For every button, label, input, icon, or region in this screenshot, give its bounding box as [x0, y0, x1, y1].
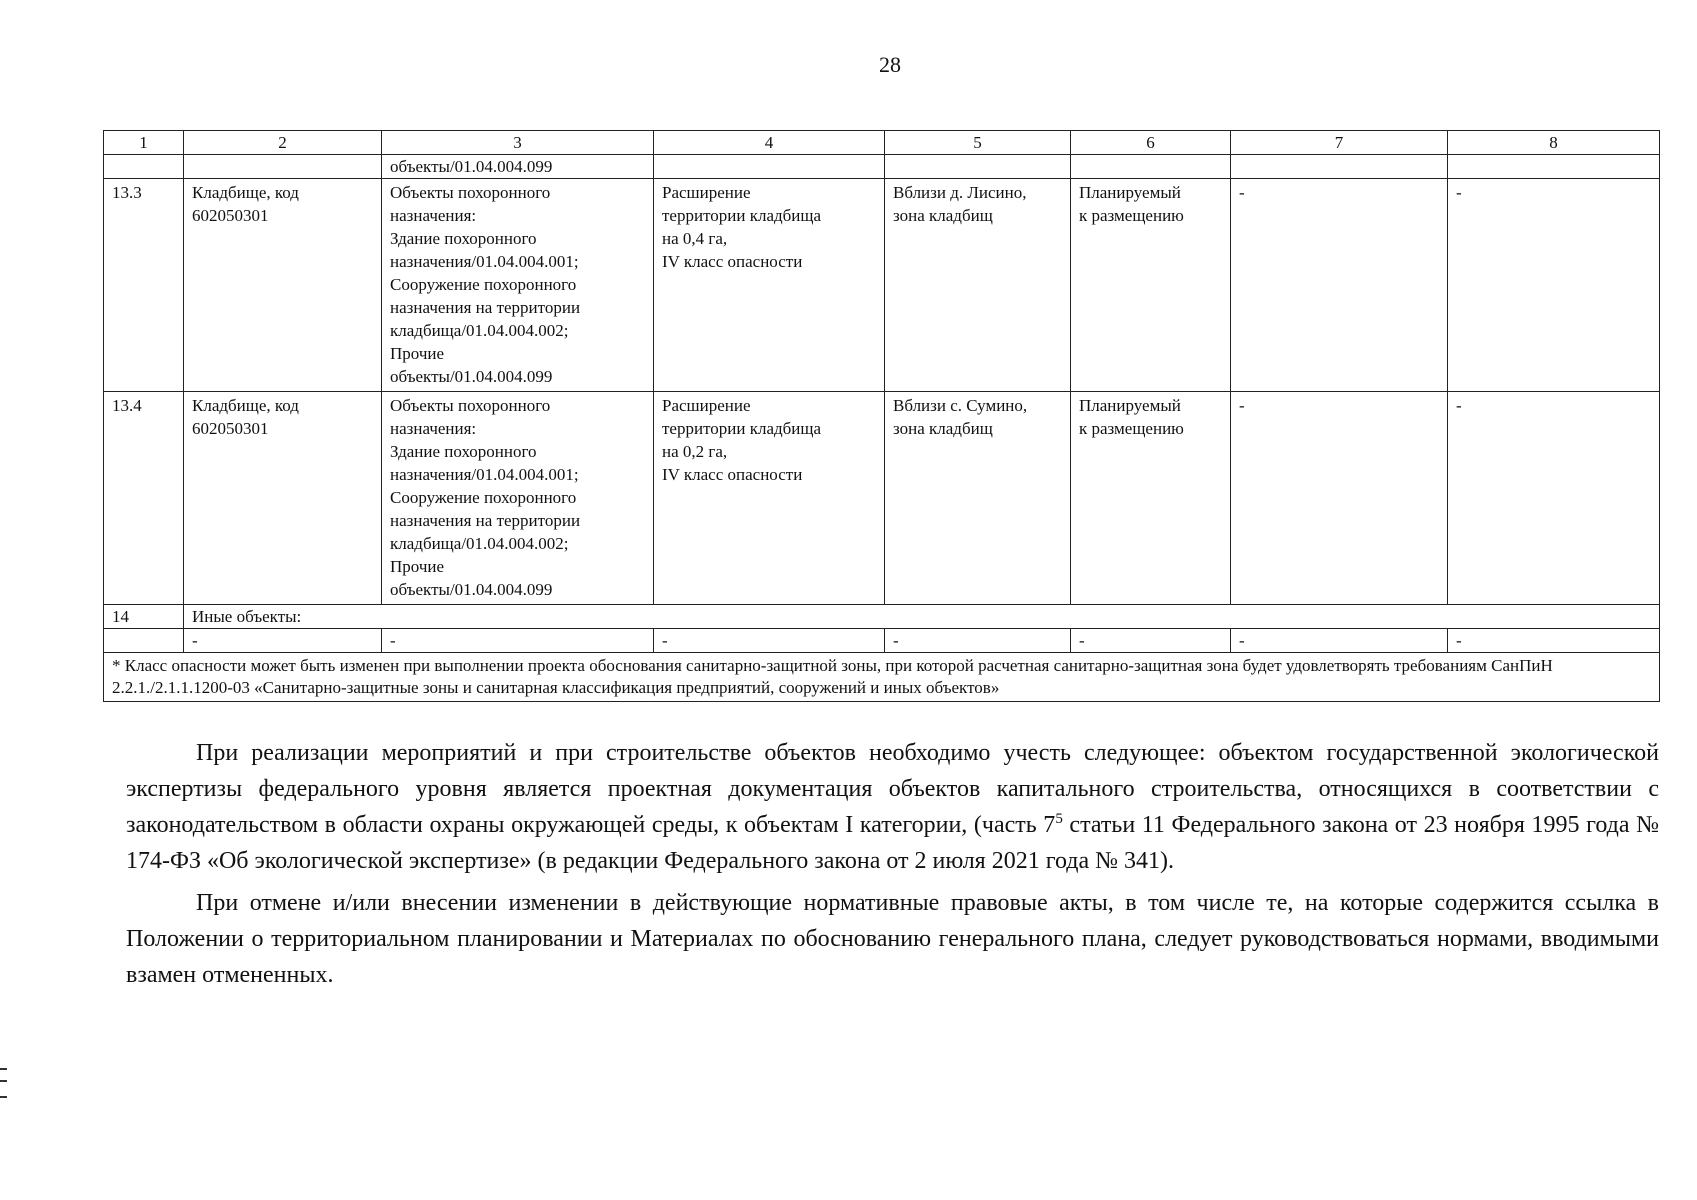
header-cell: 3	[382, 131, 654, 155]
cell-line: Объекты похоронного	[390, 396, 551, 415]
header-cell: 2	[184, 131, 382, 155]
cell-line: к размещению	[1079, 419, 1184, 438]
paragraph: При отмене и/или внесении изменении в действующие нормативные правовые акты, в том числе те, на которые содержится ссылка в Положении о территориальном планировании и Материалах по обоснованию генерального плана, следует руководствоваться нормами, вводимыми взамен отмененных.	[126, 890, 1659, 988]
table-row	[104, 392, 1660, 605]
table-cell: -	[1448, 629, 1660, 653]
cell-line: назначения на территории	[390, 298, 581, 317]
cell-line: Прочие	[390, 344, 445, 363]
cell-line: Сооружение похоронного	[390, 488, 577, 507]
table-cell: -	[1071, 629, 1231, 653]
paragraph-text: статьи 11 Федерального закона от 23 ноября 1995 года № 174-ФЗ «Об экологической экспертизе» (в редакции Федерального закона от 2 июля 2021 года № 341).	[126, 812, 1659, 874]
body-text	[126, 735, 1659, 999]
col8-value: -	[1448, 179, 1660, 392]
table-cell: -	[1231, 629, 1448, 653]
margin-mark	[0, 1068, 7, 1098]
row-number: 13.3	[104, 179, 184, 392]
object-name	[184, 392, 382, 605]
table-cell: -	[184, 629, 382, 653]
cell-line: 602050301	[192, 206, 269, 225]
table-cell	[1071, 155, 1231, 179]
col8-value: -	[1448, 392, 1660, 605]
cell-line: Сооружение похоронного	[390, 275, 577, 294]
cell-line: назначения:	[390, 206, 477, 225]
table-cell: объекты/01.04.004.099	[382, 155, 654, 179]
cell-line: IV класс опасности	[662, 252, 803, 271]
cell-line: Прочие	[390, 557, 445, 576]
header-cell: 4	[654, 131, 885, 155]
table-cell	[104, 629, 184, 653]
cell-line: назначения на территории	[390, 511, 581, 530]
col7-value: -	[1231, 179, 1448, 392]
header-cell: 8	[1448, 131, 1660, 155]
cell-line: объекты/01.04.004.099	[390, 367, 553, 386]
cell-line: Здание похоронного	[390, 229, 537, 248]
cell-line: Планируемый	[1079, 396, 1181, 415]
cell-line: назначения/01.04.004.001;	[390, 465, 579, 484]
cell-line: к размещению	[1079, 206, 1184, 225]
table-row	[104, 179, 1660, 392]
table-cell: -	[885, 629, 1071, 653]
table-cell	[184, 155, 382, 179]
table-cell	[885, 155, 1071, 179]
cell-line: зона кладбищ	[893, 419, 993, 438]
object-characteristics	[654, 392, 885, 605]
page-number: 28	[879, 52, 901, 77]
header-cell: 7	[1231, 131, 1448, 155]
col7-value: -	[1231, 392, 1448, 605]
cell-line: кладбища/01.04.004.002;	[390, 534, 569, 553]
object-types	[382, 179, 654, 392]
cell-line: объекты/01.04.004.099	[390, 580, 553, 599]
objects-table	[103, 130, 1660, 702]
object-name	[184, 179, 382, 392]
table-cell: -	[654, 629, 885, 653]
paragraph	[126, 735, 1659, 879]
cell-line: территории кладбища	[662, 206, 822, 225]
table-footnote-row	[104, 653, 1660, 702]
table-cell	[1448, 155, 1660, 179]
cell-line: Расширение	[662, 396, 751, 415]
cell-line: на 0,4 га,	[662, 229, 728, 248]
table-footnote: * Класс опасности может быть изменен при выполнении проекта обоснования санитарно-защитной зоны, при которой расчетная санитарно-защитная зона будет удовлетворять требованиям СанПиН 2.2.1./2.1.1.1200-03 «Санитарно-защитные зоны и санитарная классификация предприятий, сооружений и иных объектов»	[104, 653, 1660, 702]
cell-line: Кладбище, код	[192, 183, 299, 202]
table-group-row	[104, 605, 1660, 629]
cell-line: Вблизи с. Сумино,	[893, 396, 1028, 415]
table-empty-row	[104, 629, 1660, 653]
table-cell	[104, 155, 184, 179]
cell-line: назначения/01.04.004.001;	[390, 252, 579, 271]
cell-line: Расширение	[662, 183, 751, 202]
table-cell	[1231, 155, 1448, 179]
object-location	[885, 179, 1071, 392]
paragraph-text: При реализации мероприятий и при строительстве объектов необходимо учесть следующее: объектом государственной экологической экспертизы федерального уровня является проектная документация объектов капитального строительства, относящихся в соответствии с законодательством в области охраны окружающей среды, к объектам I категории, (часть 7	[126, 740, 1659, 838]
table-header-row	[104, 131, 1660, 155]
cell-line: зона кладбищ	[893, 206, 993, 225]
object-location	[885, 392, 1071, 605]
object-status	[1071, 179, 1231, 392]
cell-line: Здание похоронного	[390, 442, 537, 461]
cell-line: кладбища/01.04.004.002;	[390, 321, 569, 340]
superscript: 5	[1055, 811, 1063, 827]
header-cell: 1	[104, 131, 184, 155]
cell-line: Планируемый	[1079, 183, 1181, 202]
row-number: 13.4	[104, 392, 184, 605]
cell-line: на 0,2 га,	[662, 442, 728, 461]
table-cell	[654, 155, 885, 179]
header-cell: 5	[885, 131, 1071, 155]
cell-line: IV класс опасности	[662, 465, 803, 484]
object-status	[1071, 392, 1231, 605]
table-continuation-row	[104, 155, 1660, 179]
group-number: 14	[104, 605, 184, 629]
cell-line: территории кладбища	[662, 419, 822, 438]
cell-line: Объекты похоронного	[390, 183, 551, 202]
cell-line: Вблизи д. Лисино,	[893, 183, 1027, 202]
object-characteristics	[654, 179, 885, 392]
cell-line: Кладбище, код	[192, 396, 299, 415]
object-types	[382, 392, 654, 605]
group-label: Иные объекты:	[184, 605, 1660, 629]
table-cell: -	[382, 629, 654, 653]
header-cell: 6	[1071, 131, 1231, 155]
cell-line: назначения:	[390, 419, 477, 438]
cell-line: 602050301	[192, 419, 269, 438]
